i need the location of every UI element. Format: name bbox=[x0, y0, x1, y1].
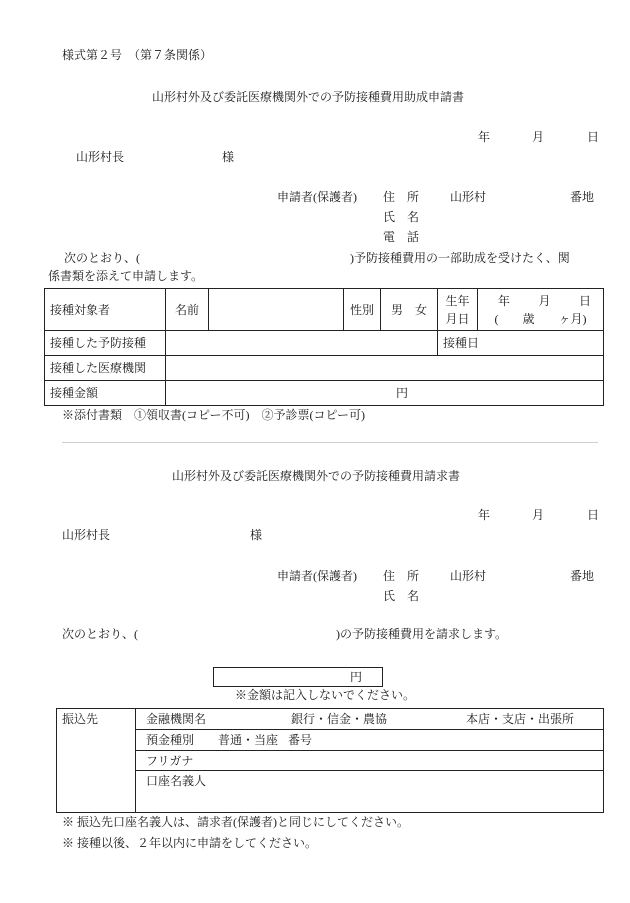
application-address-label: 住 所 bbox=[383, 190, 420, 204]
claim-name-label: 氏 名 bbox=[383, 589, 420, 603]
form-number: 様式第２号 （第７条関係） bbox=[62, 48, 213, 62]
claim-date-day: 日 bbox=[587, 508, 600, 522]
claim-note-1: ※ 振込先口座名義人は、請求者(保護者)と同じにしてください。 bbox=[62, 815, 409, 829]
application-village: 山形村 bbox=[450, 190, 487, 204]
vaccination-value-cell bbox=[166, 331, 438, 356]
application-lot-suffix: 番地 bbox=[570, 190, 595, 204]
institution-label-cell: 接種した医療機関 bbox=[45, 356, 166, 381]
application-statement-line2: 係書類を添えて申請します。 bbox=[48, 269, 204, 283]
claim-village: 山形村 bbox=[450, 569, 487, 583]
birth-label-line2: 月日 bbox=[445, 311, 470, 326]
name-label-cell: 名前 bbox=[166, 289, 209, 331]
application-table bbox=[44, 288, 604, 406]
age-line: ( 歳 ヶ月) bbox=[494, 311, 587, 326]
attachments-note: ※添付書類 ①領収書(コピー不可) ②予診票(コピー可) bbox=[62, 408, 366, 422]
application-date-day: 日 bbox=[587, 130, 600, 144]
name-value-cell bbox=[209, 289, 344, 331]
application-phone-label: 電 話 bbox=[383, 230, 420, 244]
application-honorific: 様 bbox=[222, 150, 235, 164]
institution-label: 金融機関名 bbox=[146, 712, 207, 726]
account-types: 普通・当座 bbox=[218, 733, 279, 747]
account-type-label: 預金種別 bbox=[146, 733, 195, 747]
application-applicant-label: 申請者(保護者) bbox=[277, 190, 357, 204]
application-date-year: 年 bbox=[478, 130, 491, 144]
claim-honorific: 様 bbox=[250, 528, 263, 542]
amount-label-cell: 接種金額 bbox=[45, 381, 166, 406]
vaccination-date-label-cell: 接種日 bbox=[438, 331, 604, 356]
claim-date-month: 月 bbox=[532, 508, 545, 522]
branch-types: 本店・支店・出張所 bbox=[466, 712, 575, 726]
institution-row bbox=[136, 709, 604, 730]
claim-date-year: 年 bbox=[478, 508, 491, 522]
claim-statement-end: )の予防接種費用を請求します。 bbox=[336, 627, 508, 641]
claim-amount-unit: 円 bbox=[350, 670, 363, 684]
claim-addressee: 山形村長 bbox=[62, 528, 111, 542]
claim-amount-note: ※金額は記入しないでください。 bbox=[235, 688, 416, 702]
application-title: 山形村外及び委託医療機関外での予防接種費用助成申請書 bbox=[152, 90, 465, 104]
application-addressee: 山形村長 bbox=[76, 150, 125, 164]
claim-statement-start: 次のとおり、( bbox=[62, 627, 138, 641]
section-divider bbox=[62, 442, 598, 443]
gender-label-cell: 性別 bbox=[344, 289, 381, 331]
birth-day: 日 bbox=[578, 293, 591, 308]
vaccination-label-cell: 接種した予防接種 bbox=[45, 331, 166, 356]
birth-label-cell bbox=[438, 289, 478, 331]
birth-label-line1: 生年 bbox=[445, 293, 470, 308]
birth-date-line bbox=[478, 294, 603, 308]
birth-date-cell bbox=[478, 289, 604, 331]
bank-table bbox=[56, 708, 604, 813]
institution-types: 銀行・信金・農協 bbox=[291, 712, 388, 726]
bank-section-label-cell: 振込先 bbox=[57, 709, 136, 813]
claim-note-2: ※ 接種以後、２年以内に申請をしてください。 bbox=[62, 836, 318, 850]
application-name-label: 氏 名 bbox=[383, 210, 420, 224]
furigana-row: フリガナ bbox=[136, 751, 604, 771]
gender-options-cell: 男 女 bbox=[381, 289, 438, 331]
application-statement-end: )予防接種費用の一部助成を受けたく、関 bbox=[350, 251, 570, 265]
claim-amount-box bbox=[213, 667, 383, 687]
institution-value-cell bbox=[166, 356, 604, 381]
account-holder-row: 口座名義人 bbox=[136, 771, 604, 813]
amount-unit-cell: 円 bbox=[166, 381, 604, 406]
claim-lot-suffix: 番地 bbox=[570, 569, 595, 583]
claim-title: 山形村外及び委託医療機関外での予防接種費用請求書 bbox=[172, 469, 461, 483]
application-date-month: 月 bbox=[532, 130, 545, 144]
account-number-label: 番号 bbox=[288, 733, 313, 747]
application-statement-start: 次のとおり、( bbox=[64, 251, 140, 265]
birth-year: 年 bbox=[498, 293, 511, 308]
subject-label-cell: 接種対象者 bbox=[45, 289, 166, 331]
account-type-row bbox=[136, 730, 604, 751]
birth-month: 月 bbox=[538, 293, 551, 308]
claim-applicant-label: 申請者(保護者) bbox=[277, 569, 357, 583]
claim-address-label: 住 所 bbox=[383, 569, 420, 583]
